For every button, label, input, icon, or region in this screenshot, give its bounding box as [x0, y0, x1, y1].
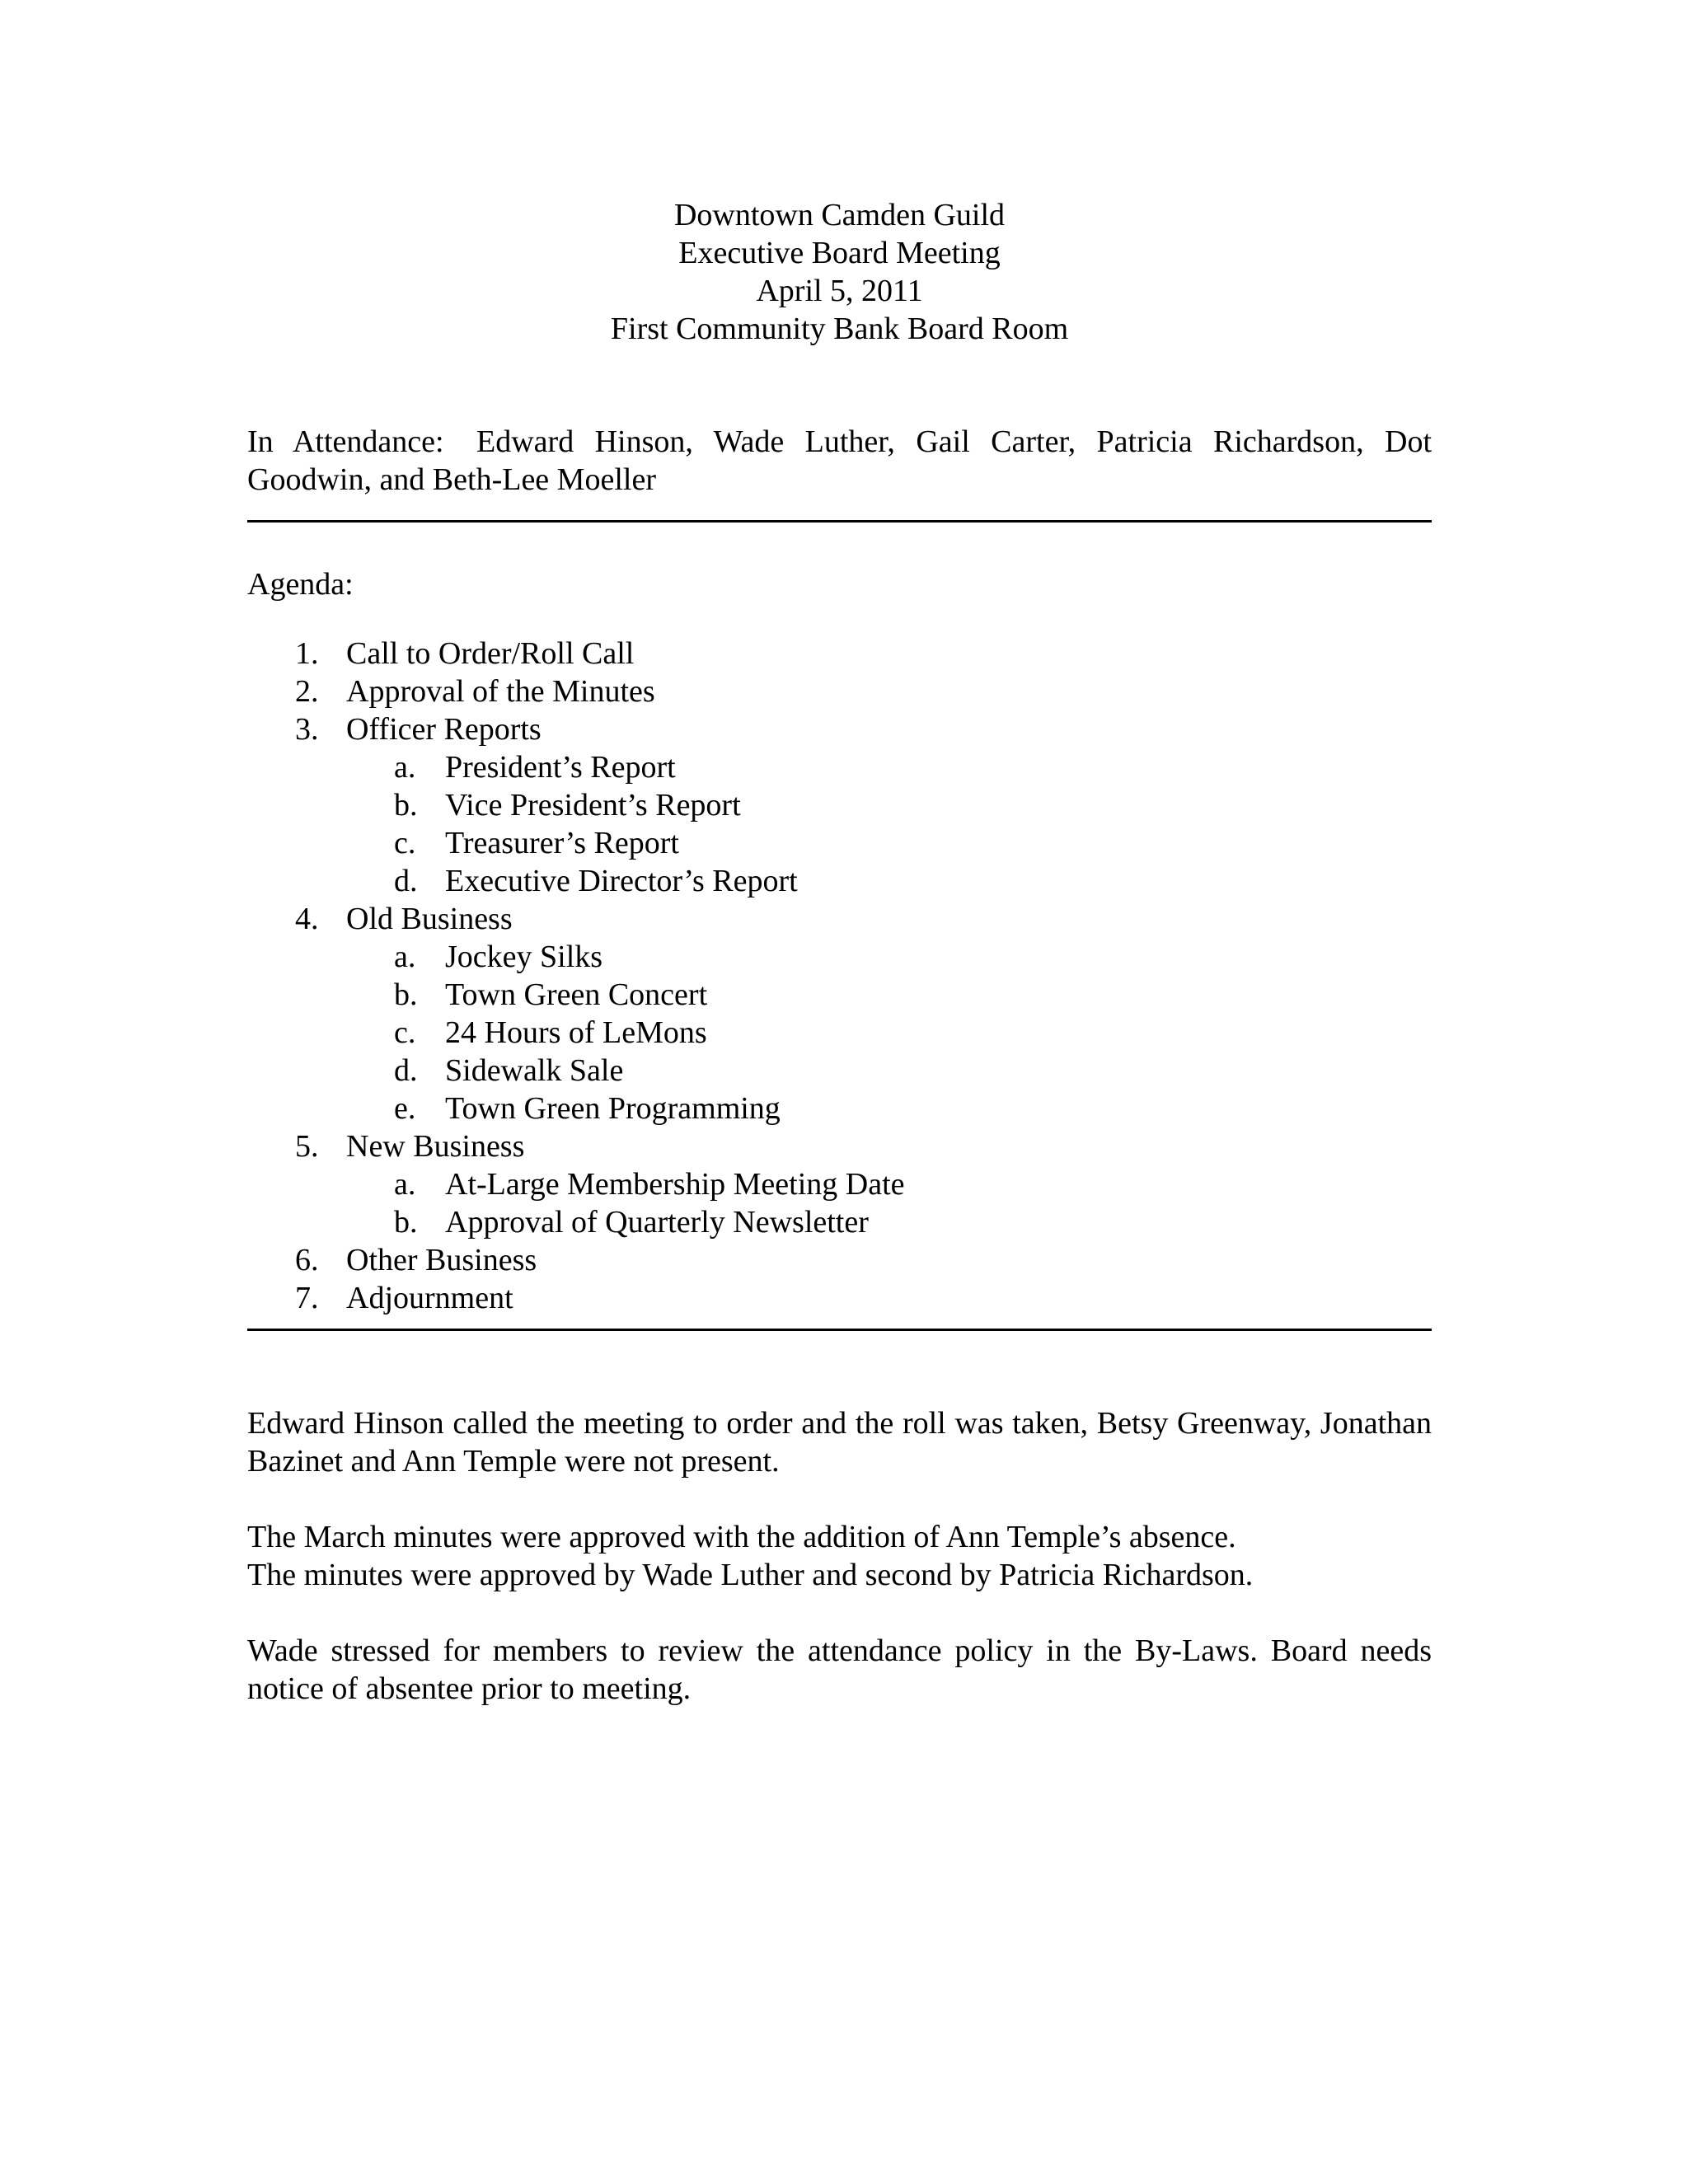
item-number: 2.	[295, 674, 319, 709]
document-page	[247, 196, 1432, 1708]
item-text: Approval of the Minutes	[346, 674, 655, 709]
item-number: 4.	[295, 902, 319, 936]
meeting-location: First Community Bank Board Room	[610, 312, 1069, 346]
subitem-letter: b.	[394, 977, 418, 1012]
document-header	[247, 196, 1432, 348]
item-text: Other Business	[346, 1243, 537, 1277]
subitem-text: Town Green Programming	[445, 1091, 781, 1126]
attendance-policy-paragraph: Wade stressed for members to review the attendance policy in the By-Laws. Board needs notice of absentee prior to meeting.	[247, 1633, 1432, 1706]
agenda-list	[247, 635, 1432, 1317]
subitem-text: At-Large Membership Meeting Date	[445, 1167, 905, 1202]
agenda-label: Agenda:	[247, 567, 354, 602]
subitem-letter: a.	[394, 940, 416, 974]
subitem-text: Approval of Quarterly Newsletter	[445, 1205, 869, 1240]
subitem-text: Vice President’s Report	[445, 788, 741, 823]
divider-bottom	[247, 1329, 1432, 1331]
subitem-letter: e.	[394, 1091, 416, 1126]
item-text: Officer Reports	[346, 712, 542, 747]
item-number: 3.	[295, 712, 319, 747]
item-text: Call to Order/Roll Call	[346, 636, 635, 671]
item-text: New Business	[346, 1129, 525, 1164]
subitem-letter: c.	[394, 1015, 416, 1050]
agenda-subitem	[247, 786, 1432, 824]
attendance-label: In Attendance:	[247, 424, 444, 459]
agenda-item	[247, 900, 1432, 938]
agenda-subitem	[247, 1203, 1432, 1241]
subitem-letter: d.	[394, 864, 418, 898]
org-name: Downtown Camden Guild	[673, 198, 1006, 232]
agenda-item	[247, 635, 1432, 673]
attendance-names: Edward Hinson, Wade Luther, Gail Carter, Patricia Richardson, Dot Goodwin, and Beth-Lee Moeller	[247, 424, 1432, 497]
agenda-item	[247, 1127, 1432, 1165]
meeting-date: April 5, 2011	[756, 274, 923, 308]
item-text: Adjournment	[346, 1281, 513, 1315]
minutes-approval-line-1: The March minutes were approved with the addition of Ann Temple’s absence.	[247, 1520, 1236, 1554]
agenda-subitem	[247, 824, 1432, 862]
item-text: Old Business	[346, 902, 513, 936]
agenda-item	[247, 673, 1432, 710]
item-number: 1.	[295, 636, 319, 671]
agenda-subitem	[247, 1014, 1432, 1052]
agenda-subitem	[247, 976, 1432, 1014]
agenda-subitem	[247, 1165, 1432, 1203]
subitem-letter: a.	[394, 750, 416, 785]
subitem-text: 24 Hours of LeMons	[445, 1015, 707, 1050]
agenda-subitem	[247, 862, 1432, 900]
subitem-text: Sidewalk Sale	[445, 1053, 624, 1088]
agenda-subitem	[247, 1090, 1432, 1127]
subitem-letter: c.	[394, 826, 416, 860]
subitem-letter: a.	[394, 1167, 416, 1202]
item-number: 6.	[295, 1243, 319, 1277]
item-number: 7.	[295, 1281, 319, 1315]
roll-call-paragraph: Edward Hinson called the meeting to order and the roll was taken, Betsy Greenway, Jonathan Bazinet and Ann Temple were not present.	[247, 1406, 1432, 1479]
agenda-subitem	[247, 1052, 1432, 1090]
subitem-letter: b.	[394, 1205, 418, 1240]
agenda-subitem	[247, 938, 1432, 976]
minutes-approval-line-2: The minutes were approved by Wade Luther and second by Patricia Richardson.	[247, 1558, 1254, 1592]
item-number: 5.	[295, 1129, 319, 1164]
subitem-letter: b.	[394, 788, 418, 823]
attendance-paragraph	[247, 423, 1432, 499]
agenda-subitem	[247, 748, 1432, 786]
meeting-title: Executive Board Meeting	[678, 236, 1001, 270]
divider-top	[247, 520, 1432, 523]
minutes-approval-paragraph	[247, 1518, 1432, 1594]
subitem-text: President’s Report	[445, 750, 676, 785]
subitem-letter: d.	[394, 1053, 418, 1088]
subitem-text: Executive Director’s Report	[445, 864, 798, 898]
subitem-text: Jockey Silks	[445, 940, 603, 974]
agenda-item	[247, 1241, 1432, 1279]
subitem-text: Treasurer’s Report	[445, 826, 679, 860]
agenda-item	[247, 1279, 1432, 1317]
agenda-item	[247, 710, 1432, 748]
subitem-text: Town Green Concert	[445, 977, 708, 1012]
